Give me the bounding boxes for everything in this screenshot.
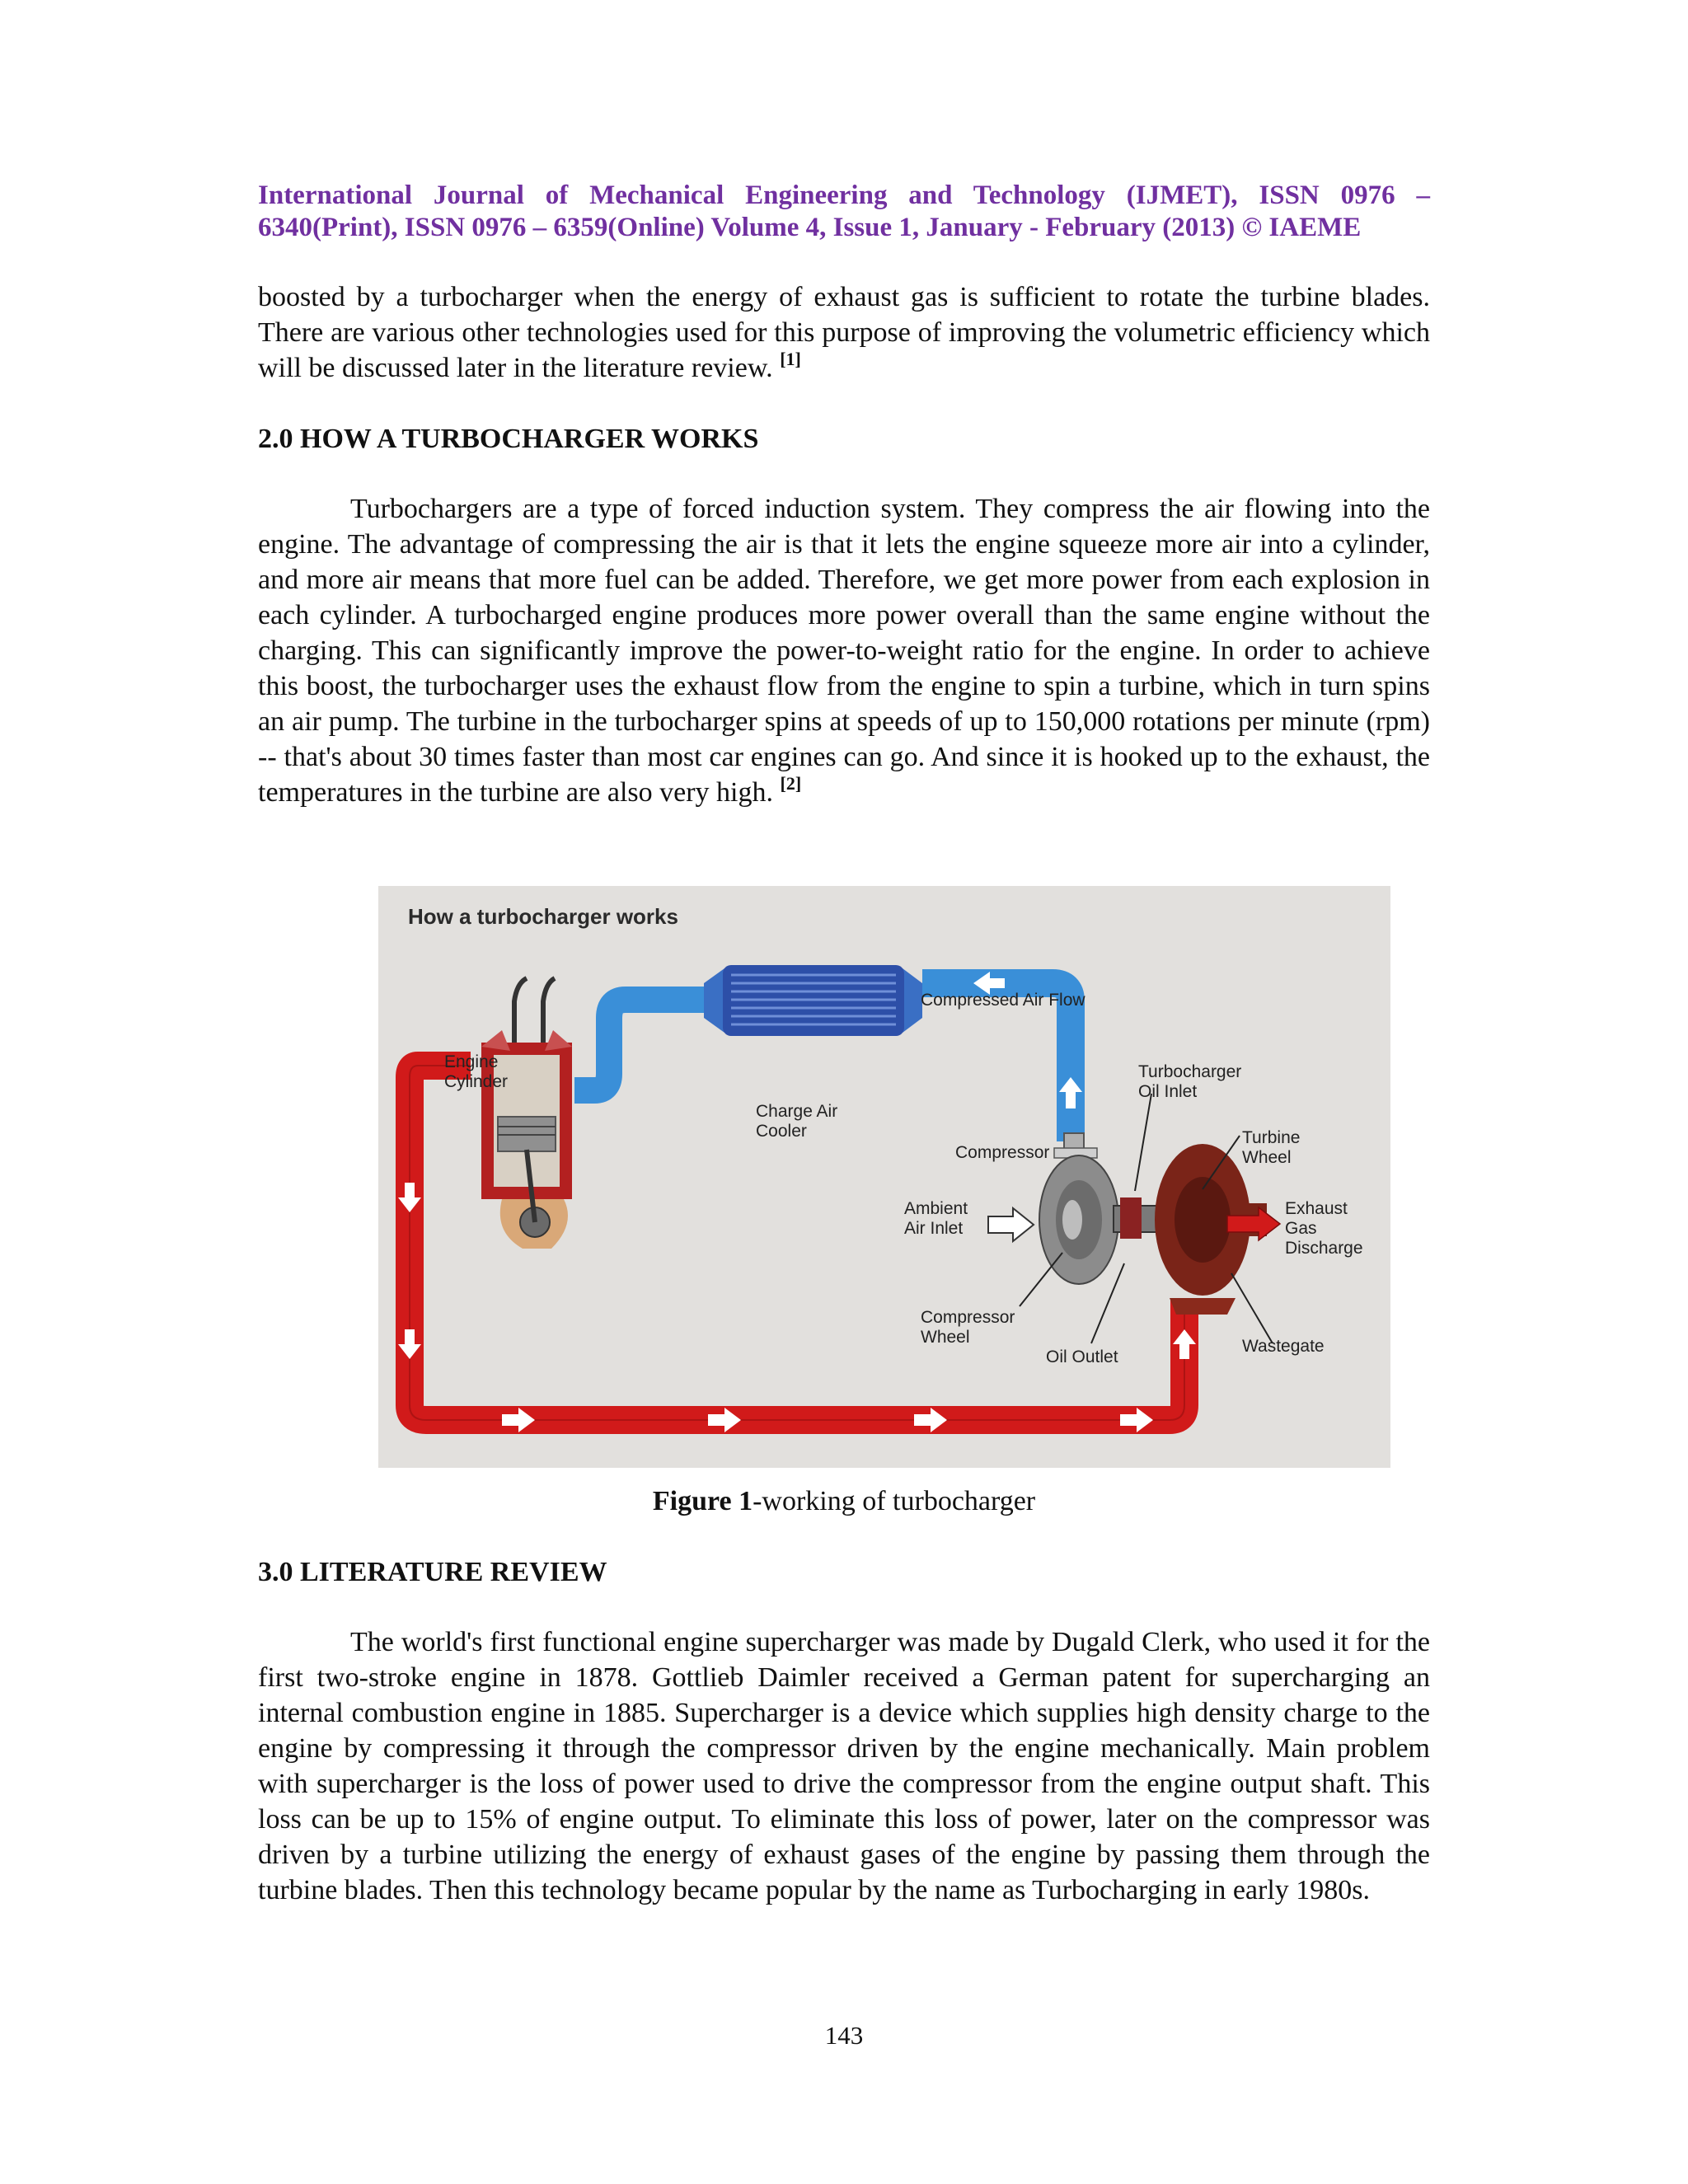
engine-cylinder xyxy=(481,978,572,1249)
section-3-paragraph: The world's first functional engine supercharger was made by Dugald Clerk, who used it for the first two-stroke engine in 1878. Gottlieb Daimler received a German patent for supercharging an internal combustion engine in 1885. Supercharger is a device which supplies high density charge to the engine by compressing it through the compressor driven by the engine mechanically. Main problem with supercharger is the loss of power used to drive the compressor from the engine output shaft. This loss can be up to 15% of engine output. To eliminate this loss of power, later on the compressor was driven by a turbine utilizing the energy of exhaust gases of the engine by passing them through the turbine blades. Then this technology became popular by the name as Turbocharging in early 1980s. xyxy=(258,1627,1430,1905)
label-ambient-2: Air Inlet xyxy=(904,1219,964,1238)
intro-text: boosted by a turbocharger when the energy of exhaust gas is sufficient to rotate the turbine blades. There are various other technologies used for this purpose of improving the volumetric efficiency which will be discussed later in the literature review. xyxy=(258,282,1430,383)
section-2-text: Turbochargers are a type of forced induction system. They compress the air flowing into the engine. The advantage of compressing the air is that it lets the engine squeeze more air into a cylinder, and more air means that more fuel can be added. Therefore, we get more power from each explosion in each cylinder. A turbocharged engine produces more power overall than the same engine without the charging. This can significantly improve the power-to-weight ratio for the engine. In order to achieve this boost, the turbocharger uses the exhaust flow from the engine to spin a turbine, which in turn spins an air pump. The turbine in the turbocharger spins at speeds of up to 150,000 rotations per minute (rpm) -- that's about 30 times faster than most car engines can go. And since it is hooked up to the exhaust, the temperatures in the turbine are also very high. xyxy=(258,494,1430,808)
section-2-paragraph xyxy=(258,491,1430,810)
ambient-air-arrow xyxy=(988,1208,1034,1241)
intake-pipe xyxy=(574,1000,704,1090)
turbocharger-figure xyxy=(378,886,1390,1468)
label-oil-inlet-2: Oil Inlet xyxy=(1138,1082,1198,1101)
label-cooler-1: Charge Air xyxy=(756,1102,838,1121)
figure-caption-text: -working of turbocharger xyxy=(753,1486,1036,1516)
label-turbine-1: Turbine xyxy=(1242,1128,1301,1147)
label-engine-2: Cylinder xyxy=(444,1072,509,1091)
intro-paragraph xyxy=(258,279,1430,386)
label-exhaust-1: Exhaust xyxy=(1285,1199,1348,1218)
figure-title: How a turbocharger works xyxy=(408,904,678,929)
label-exhaust-3: Discharge xyxy=(1285,1239,1363,1258)
label-comp-wheel-1: Compressor xyxy=(921,1308,1015,1327)
turbocharger-diagram xyxy=(378,886,1390,1468)
page-number: 143 xyxy=(824,2021,864,2050)
label-wastegate: Wastegate xyxy=(1242,1337,1325,1356)
figure-caption xyxy=(258,1483,1430,1519)
label-turbine-2: Wheel xyxy=(1242,1148,1292,1167)
citation-1[interactable]: [1] xyxy=(780,349,801,369)
label-compressed-flow: Compressed Air Flow xyxy=(921,991,1085,1010)
figure-caption-label: Figure 1 xyxy=(652,1486,753,1516)
citation-2[interactable]: [2] xyxy=(780,773,802,794)
section-2-heading: 2.0 HOW A TURBOCHARGER WORKS xyxy=(258,424,759,454)
section-3-heading: 3.0 LITERATURE REVIEW xyxy=(258,1557,607,1587)
label-oil-outlet: Oil Outlet xyxy=(1046,1347,1118,1366)
label-ambient-1: Ambient xyxy=(904,1199,968,1218)
label-exhaust-2: Gas xyxy=(1285,1219,1317,1238)
label-compressor: Compressor xyxy=(955,1143,1050,1162)
journal-header: International Journal of Mechanical Engineering and Technology (IJMET), ISSN 0976 – 6340(Print), ISSN 0976 – 6359(Online) Volume 4, Issue 1, January - February (2013) © IAEME xyxy=(258,180,1430,242)
charge-air-cooler xyxy=(704,965,922,1036)
label-comp-wheel-2: Wheel xyxy=(921,1328,970,1347)
label-cooler-2: Cooler xyxy=(756,1122,807,1141)
label-engine-1: Engine xyxy=(444,1052,499,1071)
label-oil-inlet-1: Turbocharger xyxy=(1138,1062,1242,1081)
